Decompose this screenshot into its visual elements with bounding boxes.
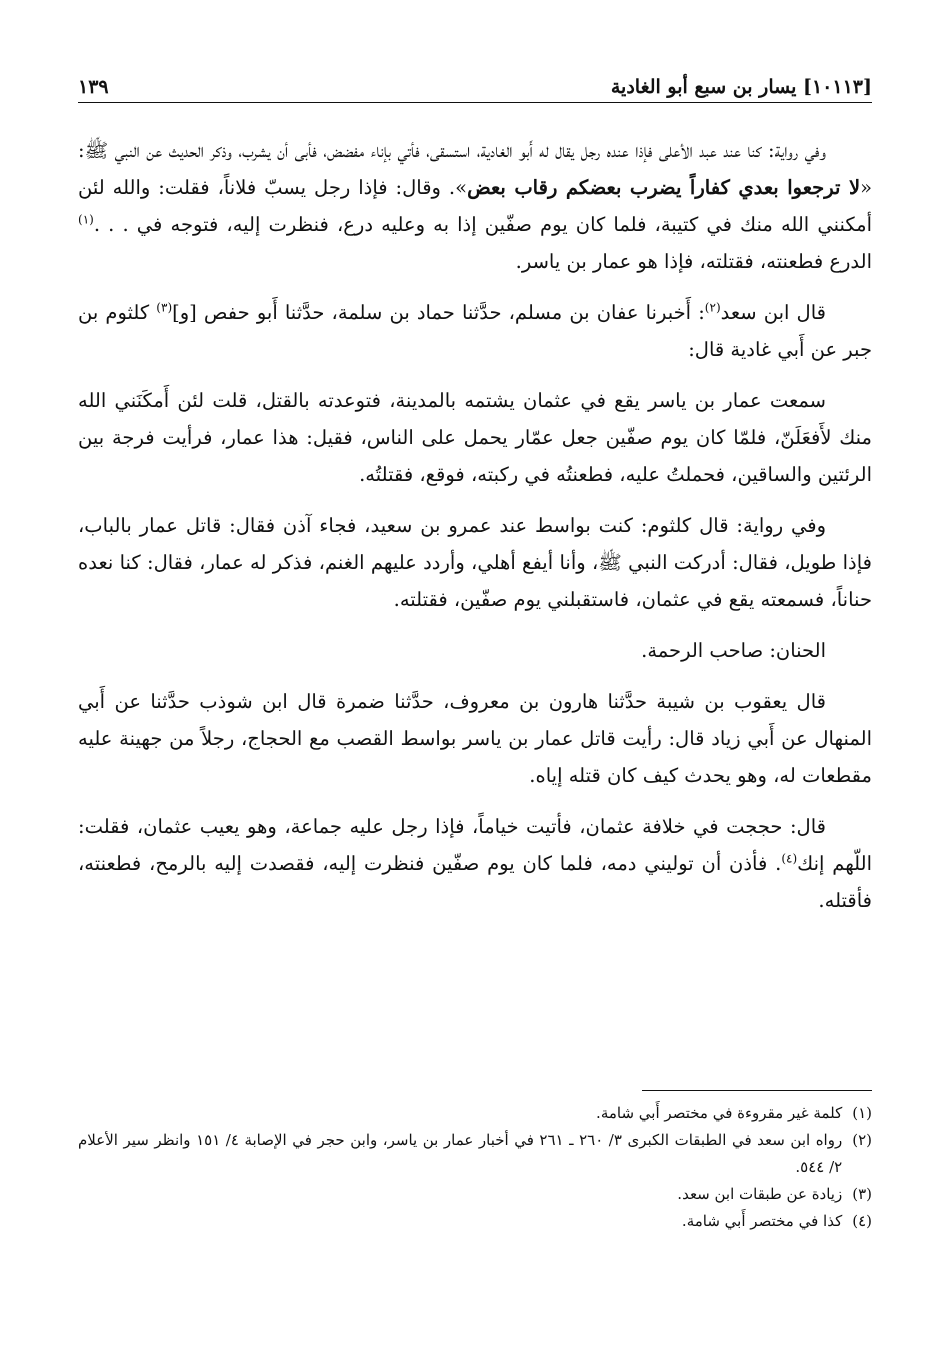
page-number: ١٣٩ — [78, 76, 109, 98]
page-header — [78, 64, 872, 103]
paragraph-3: سمعت عمار بن ياسر يقع في عثمان يشتمه بالمدينة، فتوعدته بالقتل، قلت لئن أَمكَنَني الله منك لأَفعَلَنّ، فلمّا كان يوم صفّين جعل عمّار يحمل على الناس، فقيل: هذا عمار، فرأيت فرجة بين الرئتين والساقين، فحملتُ عليه، فطعنتُه في ركبته، فوقع، فقتلتُه. — [78, 389, 872, 486]
footnote-ref-4: (٤) — [781, 851, 798, 866]
paragraph-7: قال: حججت في خلافة عثمان، فأتيت خياماً، فإذا رجل عليه جماعة، وهو يعيب عثمان، فقلت: اللّهم إنك$^{(٤)}$. فأذن أن توليني دمه، فلما كان يوم صفّين فنظرت إليه، فقصدت إليه بالرمح، فطعنته، فأقتله. — [78, 815, 872, 912]
footnote-text: كلمة غير مقروءة في مختصر أَبي شامة. — [596, 1104, 843, 1122]
paragraph-1: وفي رواية: كنا عند عبد الأعلى فإذا عنده رجل يقال له أَبو الغادية، استسقى، فأتي بإناء مفضض، فأبى أن يشرب، وذكر الحديث عن النبي ﷺ: «لا ترجعوا بعدي كفاراً يضرب بعضكم رقاب بعض». وقال: فإذا رجل يسبّ فلاناً، فقلت: والله لئن أمكنني الله منك في كتيبة، فلما كان يوم صفّين إذا به وعليه درع، فنظرت إليه، فتوجه في . . .$^{(١)}$ الدرع فطعنته، فقتلته، فإذا هو عمار بن ياسر. — [78, 139, 873, 273]
footnote-1 — [78, 1100, 872, 1127]
paragraph-5: الحنان: صاحب الرحمة. — [641, 639, 826, 662]
footnote-text: كذا في مختصر أَبي شامة. — [681, 1212, 843, 1230]
running-title: [١٠١١٣] يسار بن سبع أبو الغادية — [610, 76, 872, 98]
footnote-ref-2: (٢) — [704, 300, 721, 315]
footnote-number: (٤) — [852, 1212, 872, 1230]
main-text — [78, 132, 872, 933]
footnote-text: رواه ابن سعد في الطبقات الكبرى ٣/ ٢٦٠ ـ ٢٦١ في أخبار عمار بن ياسر، وابن حجر في الإصابة ٤/ ١٥١ وانظر سير الأعلام ٢/ ٥٤٤. — [78, 1131, 843, 1176]
paragraph-2: قال ابن سعد$^{(٢)}$: أَخبرنا عفان بن مسلم، حدَّثنا حماد بن سلمة، حدَّثنا أَبو حفص [و]$^{(٣)}$ كلثوم بن جبر عن أَبي غادية قال: — [78, 300, 872, 361]
footnote-ref-1: (١) — [78, 212, 94, 227]
footnote-4 — [78, 1208, 872, 1235]
footnotes — [78, 1100, 872, 1235]
footnote-ref-3: (٣) — [156, 300, 173, 315]
footnote-number: (١) — [852, 1104, 872, 1122]
footnote-number: (٢) — [852, 1131, 872, 1149]
footnote-number: (٣) — [852, 1185, 872, 1203]
paragraph-4: وفي رواية: قال كلثوم: كنت بواسط عند عمرو بن سعيد، فجاء آذن فقال: قاتل عمار بالباب، فإذا طويل، فقال: أدركت النبي ﷺ، وأنا أيفع أهلي، وأردد عليهم الغنم، فذكر له عمار، فقال: كنا نعده حناناً، فسمعته يقع في عثمان، فاستقبلني يوم صفّين، فقتلته. — [78, 514, 872, 611]
footnote-text: زيادة عن طبقات ابن سعد. — [677, 1185, 843, 1203]
footnote-divider — [642, 1090, 872, 1091]
footnote-2 — [78, 1127, 872, 1181]
hadith-quote: لا ترجعوا بعدي كفاراً يضرب بعضكم رقاب بعض — [467, 176, 861, 199]
paragraph-6: قال يعقوب بن شيبة حدَّثنا هارون بن معروف، حدَّثنا ضمرة قال ابن شوذب حدَّثنا عن أَبي المنهال عن أَبي زياد قال: رأيت قاتل عمار بن ياسر بواسط القصب مع الحجاج، رجلاً من جهينة عليه مقطعات له، وهو يحدث كيف كان قتله إياه. — [78, 690, 872, 787]
footnote-3 — [78, 1181, 872, 1208]
